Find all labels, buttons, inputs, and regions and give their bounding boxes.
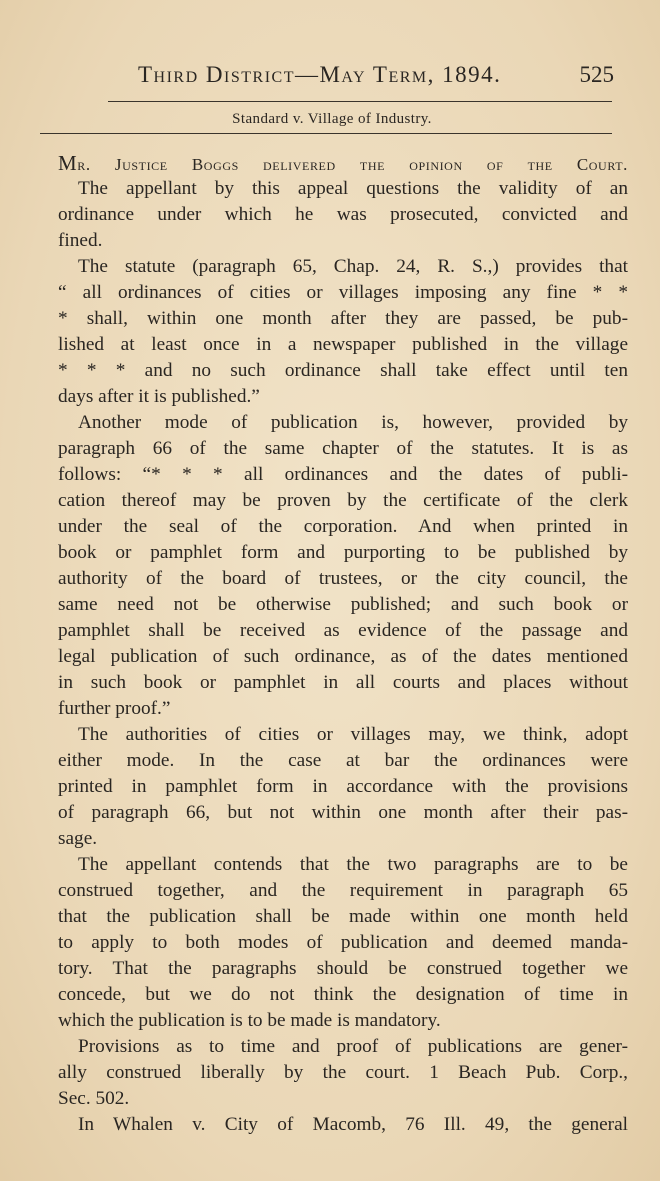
text-line: ally construed liberally by the court. 1 Beach Pub. Corp., [58,1062,628,1083]
text-line: to apply to both modes of publication and deemed manda- [58,932,628,953]
text-line: The appellant by this appeal questions the validity of an [78,178,628,199]
opinion-intro: Mr. Justice Boggs delivered the opinion of the Court. [58,151,628,175]
text-line: under the seal of the corporation. And when printed in [58,516,628,537]
text-line: legal publication of such ordinance, as of the dates mentioned [58,646,628,667]
text-line: concede, but we do not think the designation of time in [58,984,628,1005]
text-line: tory. That the paragraphs should be construed together we [58,958,628,979]
opening-initial: M [58,151,78,175]
page-number: 525 [579,62,614,87]
text-line: lished at least once in a newspaper published in the village [58,334,628,355]
header-rule [108,101,612,102]
text-line: authority of the board of trustees, or the city council, the [58,568,628,589]
text-line: In Whalen v. City of Macomb, 76 Ill. 49, the general [78,1114,628,1135]
running-title: Third District—May Term, 1894. [138,62,502,87]
text-line: * shall, within one month after they are passed, be pub- [58,308,628,329]
case-caption-text: Standard v. Village of Industry. [232,111,432,127]
running-head [138,62,618,94]
text-line: ordinance under which he was prosecuted, convicted and [58,204,628,225]
text-line: further proof.” [58,698,171,719]
text-line: The statute (paragraph 65, Chap. 24, R. S.,) provides that [78,256,628,277]
text-line: Sec. 502. [58,1088,130,1109]
opinion-body [58,150,628,1138]
text-line: Provisions as to time and proof of publications are gener- [78,1036,628,1057]
text-line: days after it is published.” [58,386,260,407]
text-line: follows: “* * * all ordinances and the dates of publi- [58,464,628,485]
text-line: paragraph 66 of the same chapter of the statutes. It is as [58,438,628,459]
text-line: same need not be otherwise published; and such book or [58,594,628,615]
text-line: The authorities of cities or villages may, we think, adopt [78,724,628,745]
text-line: * * * and no such ordinance shall take effect until ten [58,360,628,381]
text-line: “ all ordinances of cities or villages imposing any fine * * [58,282,628,303]
text-line: pamphlet shall be received as evidence of the passage and [58,620,628,641]
text-line: construed together, and the requirement in paragraph 65 [58,880,628,901]
text-line: that the publication shall be made within one month held [58,906,628,927]
text-line: of paragraph 66, but not within one month after their pas- [58,802,628,823]
text-line: in such book or pamphlet in all courts and places without [58,672,628,693]
text-line: sage. [58,828,98,849]
text-line: printed in pamphlet form in accordance with the provisions [58,776,628,797]
text-line: The appellant contends that the two paragraphs are to be [78,854,628,875]
text-line: which the publication is to be made is mandatory. [58,1010,441,1031]
text-line: book or pamphlet form and purporting to be published by [58,542,628,563]
text-line: Another mode of publication is, however, provided by [78,412,628,433]
text-line: fined. [58,230,103,251]
case-caption [0,111,660,128]
text-line: either mode. In the case at bar the ordinances were [58,750,628,771]
text-line: cation thereof may be proven by the certificate of the clerk [58,490,628,511]
caption-rule [40,133,612,134]
